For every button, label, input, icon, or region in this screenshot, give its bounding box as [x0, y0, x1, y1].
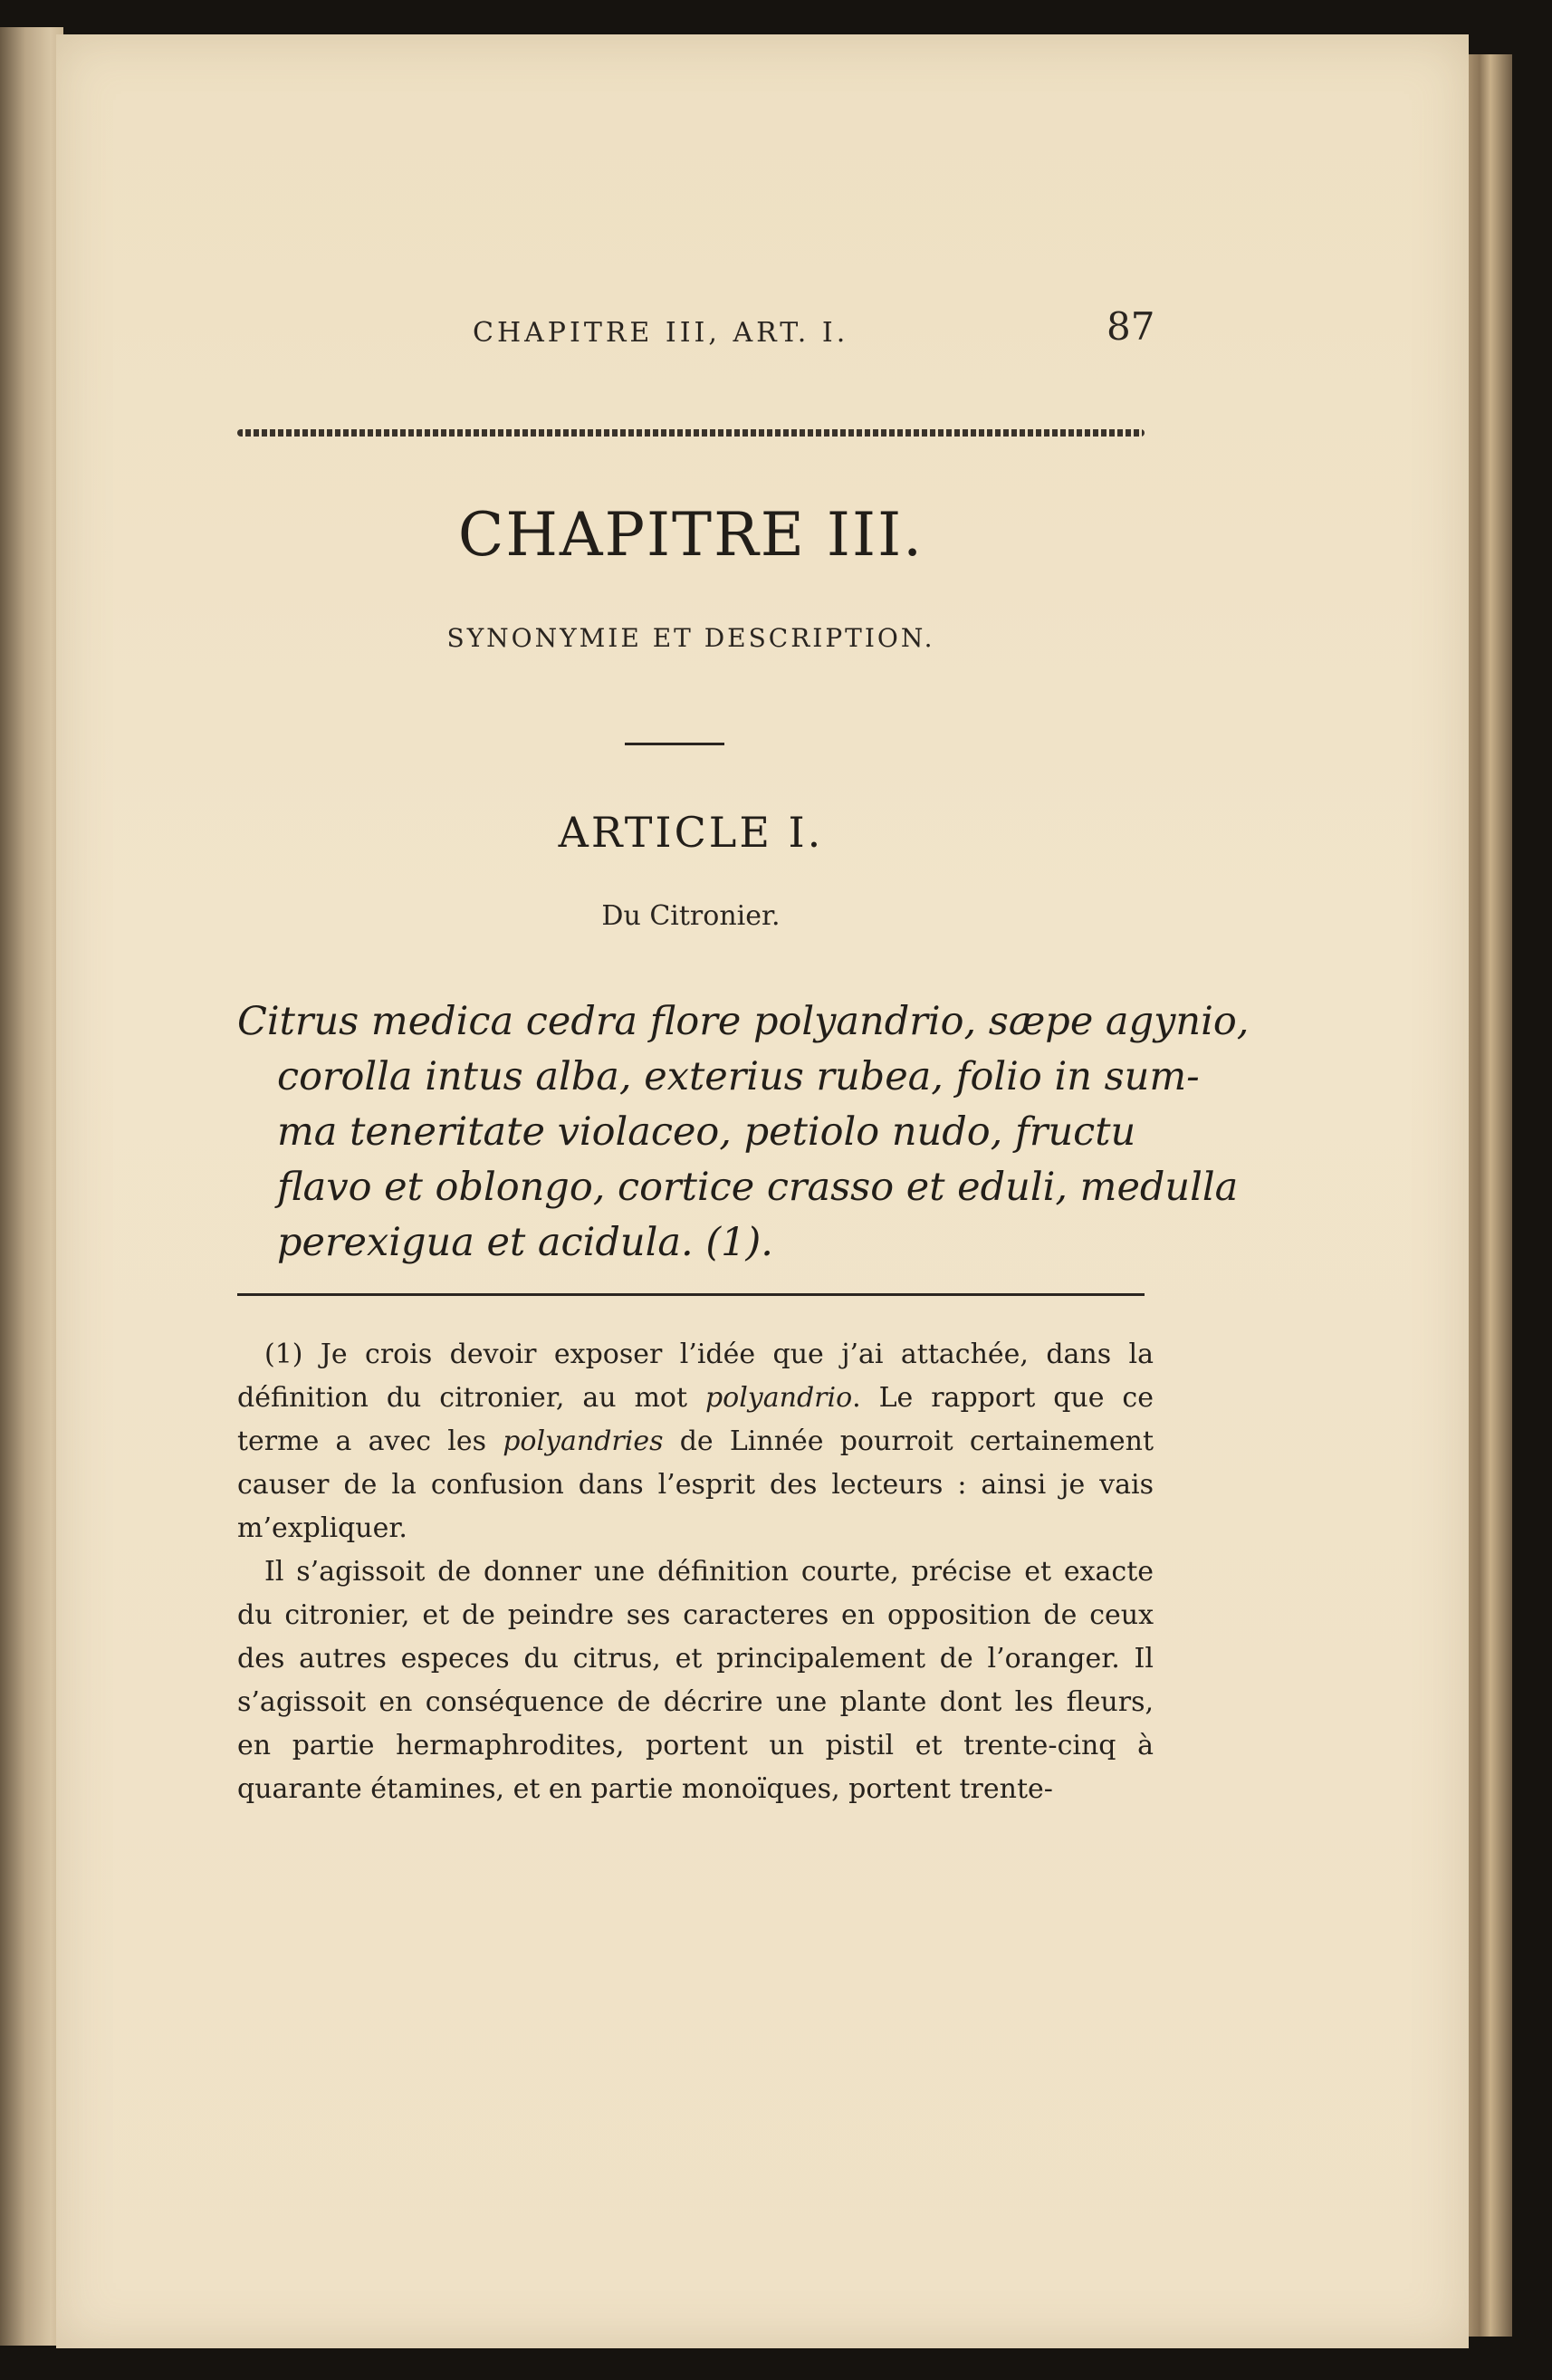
footnote-term: polyandrio	[704, 1382, 853, 1414]
footnote-text: . Le rapport que ce terme a avec les	[237, 1382, 1154, 1457]
page-number: 87	[1107, 304, 1155, 349]
footnote-text: (1) Je crois devoir exposer l’idée que j’ai attachée, dans la définition du citronier, au mot	[237, 1339, 1154, 1414]
chapter-subtitle: SYNONYMIE ET DESCRIPTION.	[446, 623, 935, 653]
definition-line: flavo et oblongo, cortice crasso et eduli, medulla	[277, 1165, 1239, 1210]
article-heading: ARTICLE I.	[558, 808, 824, 857]
ornamental-rule	[237, 429, 1145, 437]
footnote-paragraph: Il s’agissoit de donner une définition courte, précise et exacte du citronier, et de peindre ses caracteres en opposition de ceux des autres especes du citrus, et principalement de l’oranger. Il s’agissoit en conséquence de décrire une plante dont les fleurs, en partie hermaphrodites, portent un pistil et trente-cinq à quarante étamines, et en partie monoïques, portent trente-	[237, 1556, 1154, 1805]
footnote-text: de Linnée pourroit certainement causer de la confusion dans l’esprit des lecteurs : ainsi je vais m’expliquer.	[237, 1425, 1154, 1544]
latin-definition	[237, 994, 1250, 1271]
chapter-title: CHAPITRE III.	[457, 500, 924, 570]
footnote-separator	[237, 1293, 1145, 1296]
definition-line: ma teneritate violaceo, petiolo nudo, fructu	[277, 1109, 1136, 1155]
short-divider	[625, 743, 724, 745]
footnote-paragraph	[237, 1333, 1154, 1550]
running-head	[237, 304, 1155, 362]
left-page-edge	[0, 27, 63, 2346]
definition-line: corolla intus alba, exterius rubea, folio in sum-	[277, 1054, 1200, 1099]
section-heading: Du Citronier.	[601, 900, 781, 932]
definition-line: Citrus medica cedra flore polyandrio, sæpe agynio,	[237, 999, 1250, 1044]
running-title: CHAPITRE III, ART. I.	[473, 317, 849, 349]
footnote-term: polyandries	[503, 1425, 664, 1457]
definition-line: perexigua et acidula. (1).	[277, 1220, 773, 1265]
footnote	[237, 1333, 1154, 1811]
